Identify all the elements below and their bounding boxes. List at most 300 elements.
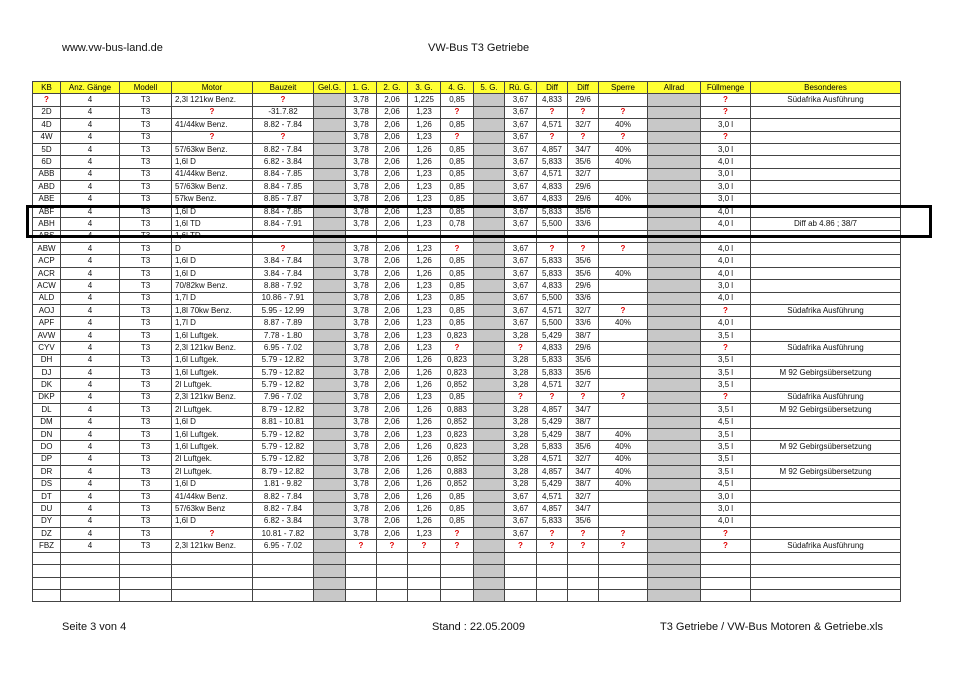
table-cell: 0,883 bbox=[441, 404, 474, 416]
table-cell bbox=[751, 280, 901, 292]
table-cell: 2,06 bbox=[377, 354, 408, 366]
table-cell: 5.79 - 12.82 bbox=[253, 354, 314, 366]
table-cell bbox=[314, 143, 346, 155]
table-cell: 2,06 bbox=[377, 305, 408, 317]
table-cell: 0,852 bbox=[441, 453, 474, 465]
table-cell: 0,85 bbox=[441, 205, 474, 217]
table-cell: 1,6l D bbox=[172, 255, 253, 267]
table-cell: 2,06 bbox=[377, 329, 408, 341]
table-cell bbox=[568, 230, 599, 242]
table-cell bbox=[314, 404, 346, 416]
table-cell bbox=[377, 565, 408, 577]
table-cell: 3,78 bbox=[346, 267, 377, 279]
table-cell: 3,28 bbox=[505, 478, 537, 490]
table-cell: 5,833 bbox=[537, 267, 568, 279]
table-cell bbox=[648, 503, 701, 515]
table-cell bbox=[648, 205, 701, 217]
table-cell: ? bbox=[701, 106, 751, 118]
table-cell: 0,85 bbox=[441, 94, 474, 106]
table-cell: 2,06 bbox=[377, 317, 408, 329]
table-cell bbox=[751, 230, 901, 242]
table-cell bbox=[474, 354, 505, 366]
table-cell bbox=[474, 577, 505, 589]
table-cell: 32/7 bbox=[568, 379, 599, 391]
table-cell bbox=[314, 490, 346, 502]
table-cell: 0,85 bbox=[441, 267, 474, 279]
table-cell: T3 bbox=[120, 193, 172, 205]
table-cell bbox=[441, 552, 474, 564]
table-cell: ? bbox=[568, 391, 599, 403]
table-cell: 6.95 - 7.02 bbox=[253, 540, 314, 552]
table-cell: 4 bbox=[61, 441, 120, 453]
table-cell bbox=[314, 292, 346, 304]
table-cell bbox=[33, 577, 61, 589]
table-cell: 3,67 bbox=[505, 292, 537, 304]
table-cell: 29/6 bbox=[568, 342, 599, 354]
table-cell: 40% bbox=[599, 317, 648, 329]
table-cell: 3,0 l bbox=[701, 143, 751, 155]
table-row bbox=[33, 379, 901, 391]
table-cell: Südafrika Ausführung bbox=[751, 305, 901, 317]
table-cell bbox=[314, 267, 346, 279]
table-cell: 2,06 bbox=[377, 218, 408, 230]
table-row bbox=[33, 131, 901, 143]
table-cell: ABE bbox=[33, 193, 61, 205]
table-cell: 8.79 - 12.82 bbox=[253, 466, 314, 478]
table-row bbox=[33, 354, 901, 366]
table-cell bbox=[751, 193, 901, 205]
table-cell: 4 bbox=[61, 540, 120, 552]
table-cell bbox=[648, 168, 701, 180]
table-cell bbox=[314, 528, 346, 540]
table-cell: 2,06 bbox=[377, 441, 408, 453]
table-cell: 4,5 l bbox=[701, 416, 751, 428]
table-cell: ? bbox=[537, 540, 568, 552]
table-cell: 2,06 bbox=[377, 181, 408, 193]
table-cell: T3 bbox=[120, 305, 172, 317]
table-row bbox=[33, 416, 901, 428]
table-cell: ACP bbox=[33, 255, 61, 267]
table-cell: DH bbox=[33, 354, 61, 366]
table-cell: 0,85 bbox=[441, 143, 474, 155]
table-cell bbox=[474, 168, 505, 180]
table-cell: T3 bbox=[120, 181, 172, 193]
table-cell: 34/7 bbox=[568, 466, 599, 478]
table-cell bbox=[751, 490, 901, 502]
table-cell: 1.81 - 9.82 bbox=[253, 478, 314, 490]
table-cell: 4,857 bbox=[537, 404, 568, 416]
table-cell bbox=[61, 590, 120, 602]
table-cell: 5.79 - 12.82 bbox=[253, 379, 314, 391]
table-cell: 4 bbox=[61, 131, 120, 143]
table-cell: 3,5 l bbox=[701, 379, 751, 391]
column-header: Modell bbox=[120, 82, 172, 94]
table-row bbox=[33, 119, 901, 131]
table-cell bbox=[408, 552, 441, 564]
table-cell: 1,26 bbox=[408, 267, 441, 279]
table-cell: T3 bbox=[120, 404, 172, 416]
table-cell: 2,3l 121kw Benz. bbox=[172, 391, 253, 403]
table-cell bbox=[751, 255, 901, 267]
table-cell: ? bbox=[599, 305, 648, 317]
table-cell: DZ bbox=[33, 528, 61, 540]
table-cell: 40% bbox=[599, 441, 648, 453]
table-cell bbox=[648, 565, 701, 577]
table-cell: T3 bbox=[120, 342, 172, 354]
table-cell: ? bbox=[701, 540, 751, 552]
table-cell bbox=[377, 577, 408, 589]
table-cell bbox=[599, 342, 648, 354]
table-cell: 1,26 bbox=[408, 441, 441, 453]
table-cell: 5,429 bbox=[537, 329, 568, 341]
table-cell: 4,5 l bbox=[701, 478, 751, 490]
website-url: www.vw-bus-land.de bbox=[62, 42, 163, 54]
table-cell: 2,06 bbox=[377, 292, 408, 304]
column-header: Gel.G. bbox=[314, 82, 346, 94]
table-cell: 3,28 bbox=[505, 329, 537, 341]
table-cell: 3,0 l bbox=[701, 280, 751, 292]
table-cell: T3 bbox=[120, 428, 172, 440]
table-cell: ? bbox=[172, 528, 253, 540]
table-cell: T3 bbox=[120, 503, 172, 515]
table-cell: 4 bbox=[61, 94, 120, 106]
table-cell: 0,85 bbox=[441, 255, 474, 267]
table-cell: DR bbox=[33, 466, 61, 478]
table-cell: 3,78 bbox=[346, 329, 377, 341]
table-cell: 2,06 bbox=[377, 280, 408, 292]
column-header: 1. G. bbox=[346, 82, 377, 94]
table-cell bbox=[474, 441, 505, 453]
table-cell bbox=[751, 565, 901, 577]
table-cell: 4 bbox=[61, 193, 120, 205]
table-cell bbox=[599, 205, 648, 217]
column-header: 3. G. bbox=[408, 82, 441, 94]
table-cell: 1,23 bbox=[408, 391, 441, 403]
table-cell bbox=[253, 590, 314, 602]
table-cell: 0,823 bbox=[441, 329, 474, 341]
table-cell: T3 bbox=[120, 391, 172, 403]
table-row bbox=[33, 441, 901, 453]
table-cell: 4 bbox=[61, 515, 120, 527]
table-cell: 3,67 bbox=[505, 305, 537, 317]
table-cell bbox=[172, 590, 253, 602]
table-cell: 8.82 - 7.84 bbox=[253, 119, 314, 131]
table-row bbox=[33, 540, 901, 552]
table-cell: 5,833 bbox=[537, 366, 568, 378]
table-cell: 2,06 bbox=[377, 106, 408, 118]
table-cell: 2,06 bbox=[377, 255, 408, 267]
table-cell: 3,78 bbox=[346, 131, 377, 143]
table-cell: T3 bbox=[120, 94, 172, 106]
table-cell: 29/6 bbox=[568, 280, 599, 292]
table-cell bbox=[314, 342, 346, 354]
table-cell: ? bbox=[599, 540, 648, 552]
table-cell: 2,06 bbox=[377, 503, 408, 515]
table-cell bbox=[751, 379, 901, 391]
table-cell bbox=[474, 181, 505, 193]
table-cell: 3,78 bbox=[346, 428, 377, 440]
table-cell bbox=[346, 230, 377, 242]
table-row bbox=[33, 466, 901, 478]
table-cell bbox=[120, 590, 172, 602]
table-cell bbox=[701, 552, 751, 564]
table-cell: ? bbox=[441, 106, 474, 118]
table-cell: 3,67 bbox=[505, 168, 537, 180]
table-cell: 2,06 bbox=[377, 156, 408, 168]
table-cell: 3,67 bbox=[505, 156, 537, 168]
table-cell: 1,26 bbox=[408, 379, 441, 391]
table-row bbox=[33, 391, 901, 403]
table-row bbox=[33, 143, 901, 155]
table-cell: T3 bbox=[120, 156, 172, 168]
table-cell: 70/82kw Benz. bbox=[172, 280, 253, 292]
table-cell bbox=[648, 354, 701, 366]
table-cell bbox=[33, 565, 61, 577]
table-cell: 4,0 l bbox=[701, 267, 751, 279]
table-cell bbox=[751, 577, 901, 589]
table-cell bbox=[751, 478, 901, 490]
table-cell bbox=[599, 577, 648, 589]
table-cell bbox=[474, 342, 505, 354]
table-cell: 4 bbox=[61, 478, 120, 490]
table-cell bbox=[474, 230, 505, 242]
table-cell: 1,23 bbox=[408, 428, 441, 440]
table-cell: 2,06 bbox=[377, 94, 408, 106]
table-cell: ? bbox=[599, 106, 648, 118]
table-cell: 2,06 bbox=[377, 428, 408, 440]
table-cell bbox=[314, 218, 346, 230]
table-cell: ? bbox=[441, 528, 474, 540]
table-cell: 3,67 bbox=[505, 243, 537, 255]
table-cell: 35/6 bbox=[568, 156, 599, 168]
table-cell: Diff ab 4.86 ; 38/7 bbox=[751, 218, 901, 230]
table-cell: 40% bbox=[599, 428, 648, 440]
table-cell: 35/6 bbox=[568, 441, 599, 453]
table-cell: 1,23 bbox=[408, 329, 441, 341]
table-cell: 4,0 l bbox=[701, 205, 751, 217]
table-cell bbox=[648, 416, 701, 428]
table-cell: 4 bbox=[61, 329, 120, 341]
table-cell bbox=[408, 577, 441, 589]
table-cell bbox=[648, 156, 701, 168]
table-cell: 1,26 bbox=[408, 466, 441, 478]
table-cell: FBZ bbox=[33, 540, 61, 552]
table-cell: M 92 Gebirgsübersetzung bbox=[751, 466, 901, 478]
table-cell bbox=[314, 577, 346, 589]
table-cell: 35/6 bbox=[568, 366, 599, 378]
table-cell: T3 bbox=[120, 441, 172, 453]
table-cell bbox=[648, 94, 701, 106]
table-cell: 1,7l D bbox=[172, 292, 253, 304]
column-header: KB bbox=[33, 82, 61, 94]
table-cell: 3,5 l bbox=[701, 428, 751, 440]
table-cell bbox=[568, 565, 599, 577]
table-cell: 5,833 bbox=[537, 515, 568, 527]
table-cell: 8.79 - 12.82 bbox=[253, 404, 314, 416]
table-cell: 2,06 bbox=[377, 366, 408, 378]
table-cell: 1,26 bbox=[408, 366, 441, 378]
table-cell: DL bbox=[33, 404, 61, 416]
table-cell: 1,26 bbox=[408, 478, 441, 490]
table-cell: 3,0 l bbox=[701, 193, 751, 205]
table-cell bbox=[346, 577, 377, 589]
table-cell: 32/7 bbox=[568, 453, 599, 465]
table-cell: ? bbox=[599, 131, 648, 143]
table-cell: 5,429 bbox=[537, 478, 568, 490]
table-cell bbox=[701, 590, 751, 602]
table-row bbox=[33, 292, 901, 304]
table-cell bbox=[599, 366, 648, 378]
table-cell: 4,571 bbox=[537, 168, 568, 180]
table-cell: 1,26 bbox=[408, 119, 441, 131]
table-cell: 6.95 - 7.02 bbox=[253, 342, 314, 354]
table-cell: 8.88 - 7.92 bbox=[253, 280, 314, 292]
table-cell bbox=[505, 577, 537, 589]
table-cell bbox=[648, 106, 701, 118]
table-cell: 3,78 bbox=[346, 143, 377, 155]
table-cell: ? bbox=[568, 106, 599, 118]
table-cell bbox=[599, 354, 648, 366]
table-row bbox=[33, 565, 901, 577]
table-cell bbox=[474, 391, 505, 403]
table-cell bbox=[474, 143, 505, 155]
table-cell: 1,225 bbox=[408, 94, 441, 106]
table-cell: 3,67 bbox=[505, 181, 537, 193]
table-cell: 3,28 bbox=[505, 441, 537, 453]
table-cell: 3,5 l bbox=[701, 366, 751, 378]
table-cell: 40% bbox=[599, 453, 648, 465]
table-cell: 2,06 bbox=[377, 168, 408, 180]
table-cell bbox=[648, 453, 701, 465]
table-cell bbox=[648, 379, 701, 391]
table-cell: 3,78 bbox=[346, 106, 377, 118]
table-cell bbox=[648, 305, 701, 317]
table-cell bbox=[751, 515, 901, 527]
table-cell bbox=[314, 565, 346, 577]
table-cell: 34/7 bbox=[568, 404, 599, 416]
table-cell: 3,78 bbox=[346, 168, 377, 180]
table-cell: 3,67 bbox=[505, 218, 537, 230]
table-cell: 0,78 bbox=[441, 218, 474, 230]
table-cell: 40% bbox=[599, 466, 648, 478]
table-cell bbox=[751, 131, 901, 143]
table-cell: 4,571 bbox=[537, 119, 568, 131]
table-cell: 0,85 bbox=[441, 280, 474, 292]
table-cell: ? bbox=[408, 540, 441, 552]
table-cell bbox=[599, 416, 648, 428]
table-cell: 41/44kw Benz. bbox=[172, 119, 253, 131]
table-cell bbox=[120, 565, 172, 577]
table-row bbox=[33, 267, 901, 279]
table-cell bbox=[599, 181, 648, 193]
table-cell bbox=[751, 552, 901, 564]
table-cell: 4 bbox=[61, 119, 120, 131]
table-cell: 4,833 bbox=[537, 94, 568, 106]
table-cell: ? bbox=[441, 131, 474, 143]
table-cell: 3,28 bbox=[505, 428, 537, 440]
table-cell: T3 bbox=[120, 515, 172, 527]
table-cell: 4,0 l bbox=[701, 243, 751, 255]
table-cell: 2,06 bbox=[377, 490, 408, 502]
table-cell: ? bbox=[172, 106, 253, 118]
table-cell: 3,78 bbox=[346, 119, 377, 131]
table-cell bbox=[441, 590, 474, 602]
table-cell: 1,23 bbox=[408, 528, 441, 540]
table-cell: 2,06 bbox=[377, 404, 408, 416]
table-cell bbox=[253, 552, 314, 564]
table-cell: 4,833 bbox=[537, 280, 568, 292]
table-cell: ? bbox=[568, 243, 599, 255]
table-cell: 1,6l Luftgek. bbox=[172, 329, 253, 341]
table-cell bbox=[474, 329, 505, 341]
table-cell bbox=[648, 243, 701, 255]
table-cell: T3 bbox=[120, 230, 172, 242]
table-cell bbox=[474, 255, 505, 267]
table-cell bbox=[474, 428, 505, 440]
table-cell: 3,78 bbox=[346, 292, 377, 304]
table-cell bbox=[648, 577, 701, 589]
table-cell: ? bbox=[701, 94, 751, 106]
table-cell bbox=[377, 230, 408, 242]
table-cell bbox=[314, 590, 346, 602]
table-cell bbox=[537, 230, 568, 242]
table-cell: 3,78 bbox=[346, 193, 377, 205]
table-cell: 40% bbox=[599, 193, 648, 205]
table-cell: ALD bbox=[33, 292, 61, 304]
table-cell bbox=[314, 503, 346, 515]
table-cell: 1,23 bbox=[408, 205, 441, 217]
table-cell: 35/6 bbox=[568, 255, 599, 267]
column-header: Diff bbox=[568, 82, 599, 94]
table-cell: T3 bbox=[120, 528, 172, 540]
table-cell bbox=[599, 280, 648, 292]
table-cell: 3,78 bbox=[346, 466, 377, 478]
table-cell bbox=[648, 292, 701, 304]
table-cell: M 92 Gebirgsübersetzung bbox=[751, 404, 901, 416]
table-cell: 4 bbox=[61, 243, 120, 255]
table-cell: 4,857 bbox=[537, 143, 568, 155]
table-cell bbox=[648, 590, 701, 602]
table-cell: 8.87 - 7.89 bbox=[253, 317, 314, 329]
table-cell bbox=[599, 168, 648, 180]
table-cell bbox=[751, 156, 901, 168]
table-cell: 3,78 bbox=[346, 94, 377, 106]
table-cell: 3,5 l bbox=[701, 329, 751, 341]
table-cell: 4 bbox=[61, 466, 120, 478]
table-cell bbox=[474, 565, 505, 577]
table-cell: 4 bbox=[61, 404, 120, 416]
table-cell: 3,78 bbox=[346, 416, 377, 428]
table-cell bbox=[599, 292, 648, 304]
table-cell: 0,823 bbox=[441, 354, 474, 366]
column-header: Allrad bbox=[648, 82, 701, 94]
column-header: Besonderes bbox=[751, 82, 901, 94]
table-cell: 4 bbox=[61, 416, 120, 428]
table-cell: 34/7 bbox=[568, 143, 599, 155]
table-cell: 8.82 - 7.84 bbox=[253, 143, 314, 155]
table-row bbox=[33, 329, 901, 341]
table-cell: 4 bbox=[61, 156, 120, 168]
table-cell bbox=[474, 540, 505, 552]
table-cell bbox=[346, 552, 377, 564]
table-cell: 3,0 l bbox=[701, 181, 751, 193]
table-cell bbox=[537, 577, 568, 589]
table-cell bbox=[751, 453, 901, 465]
table-cell: 3,67 bbox=[505, 267, 537, 279]
table-cell: ? bbox=[568, 131, 599, 143]
table-cell: 2,06 bbox=[377, 515, 408, 527]
table-cell: 3,78 bbox=[346, 528, 377, 540]
